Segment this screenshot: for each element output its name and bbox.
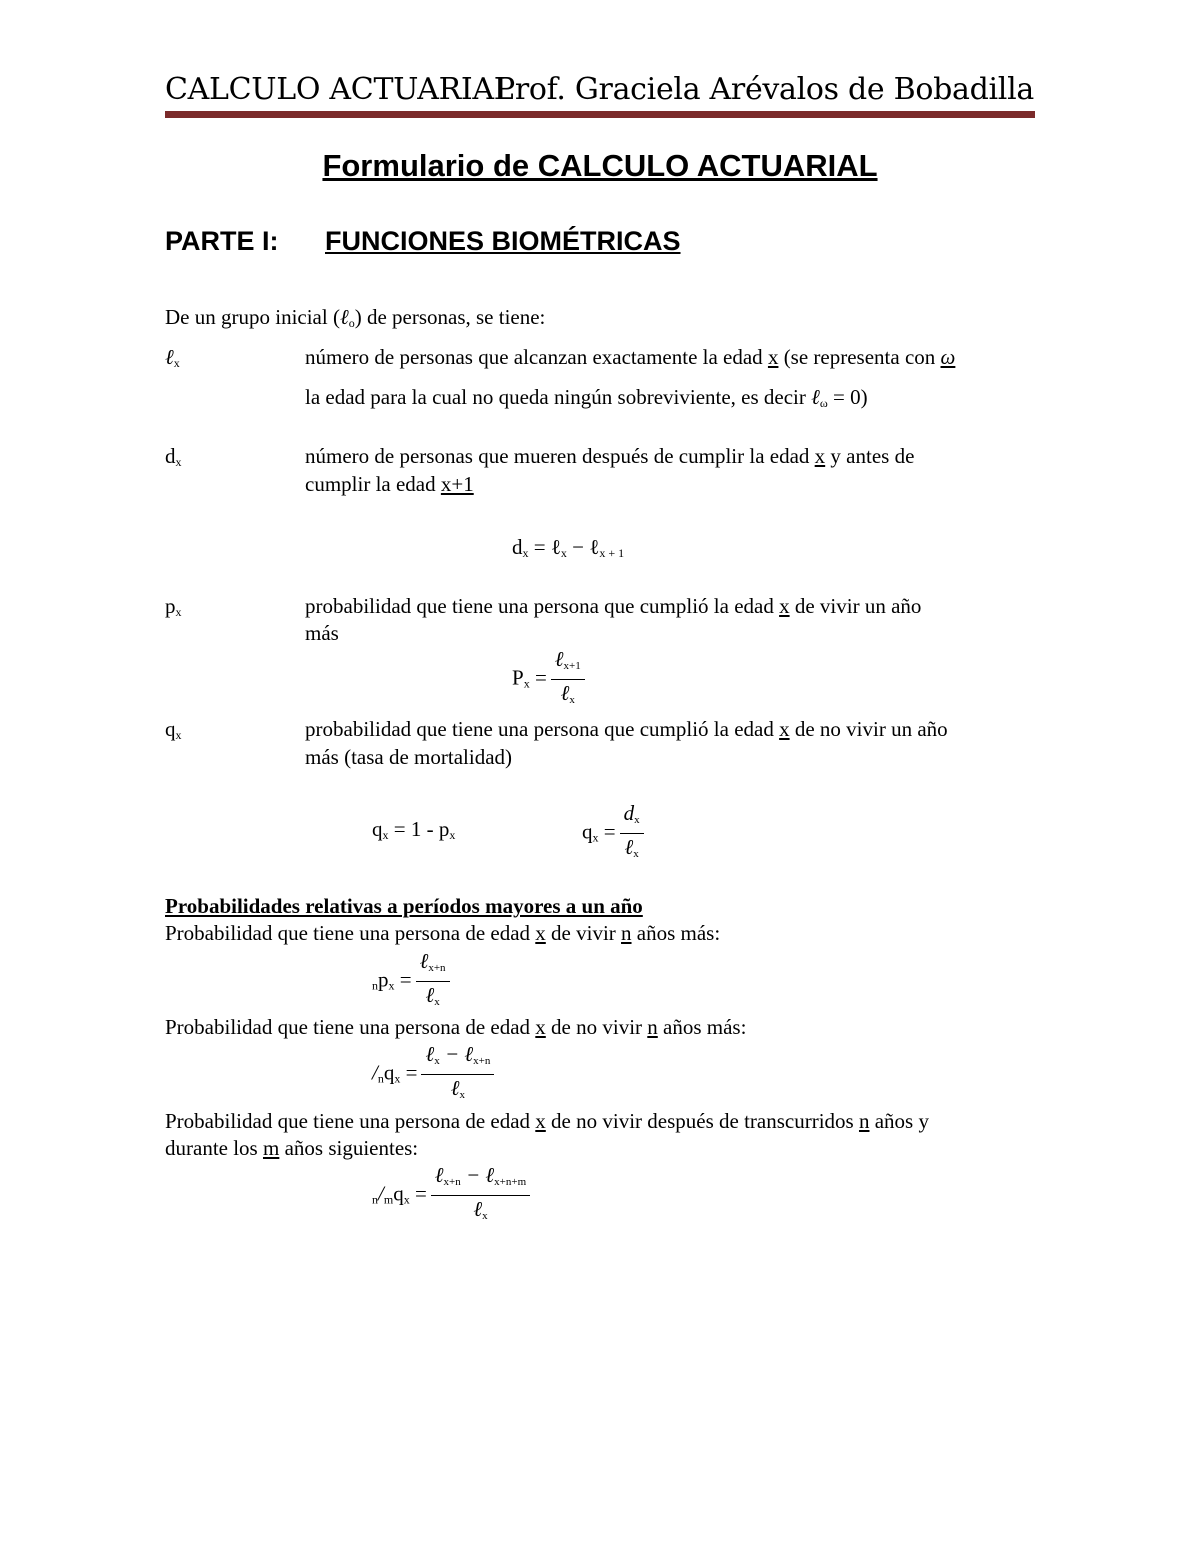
npx-num-sub: x+n xyxy=(428,962,446,974)
px-desc-a: probabilidad que tiene una persona que cumplió la edad xyxy=(305,594,780,618)
s2-p2-x: x xyxy=(535,1015,546,1039)
qx-sub: x xyxy=(175,728,182,742)
dx-desc-b: y antes de xyxy=(825,444,915,468)
qx-f1-lhs: q xyxy=(372,817,383,841)
px-f-eq: = xyxy=(529,665,547,690)
s2-p3-d: durante los xyxy=(165,1136,263,1160)
nmqx-lhs-sub: x xyxy=(403,1192,410,1207)
section2-p2 xyxy=(165,1015,746,1040)
px-sub: x xyxy=(175,605,182,619)
dx-f-rhs-sub: x + 1 xyxy=(599,546,625,560)
qx-symbol: q xyxy=(165,717,176,741)
nqx-num-op: − ℓ xyxy=(439,1042,474,1066)
qx-desc-b: de no vivir un año xyxy=(789,717,948,741)
nqx-pre-sub: n xyxy=(377,1071,384,1086)
s2-p3-n: n xyxy=(858,1109,870,1133)
px-numerator xyxy=(551,648,585,680)
lx-eq-tail: = 0) xyxy=(827,385,868,409)
px-desc-line2: más xyxy=(305,621,339,645)
px-den-symbol: ℓ xyxy=(560,681,570,705)
nmqx-numerator xyxy=(431,1164,530,1196)
dx-term xyxy=(165,444,182,470)
s2-p3-e: años siguientes: xyxy=(279,1136,419,1160)
qx-f1-lhs-sub: x xyxy=(382,828,389,842)
nqx-eq: = xyxy=(400,1060,418,1085)
npx-den-sub: x xyxy=(434,996,440,1008)
s2-p3-m: m xyxy=(262,1136,280,1160)
header-professor: Prof. Graciela Arévalos de Bobadilla xyxy=(494,72,1034,107)
qx-formula-2 xyxy=(582,802,644,865)
nqx-pre: / xyxy=(372,1060,378,1085)
lx-eq-sub: ω xyxy=(819,396,828,410)
lx-term xyxy=(165,345,180,371)
dx-f-rhs: − ℓ xyxy=(566,535,600,559)
qx-numerator xyxy=(620,802,644,834)
npx-formula xyxy=(372,950,450,1013)
lx-desc-line2 xyxy=(305,385,868,411)
nqx-numerator xyxy=(421,1043,494,1075)
npx-num-symbol: ℓ xyxy=(419,949,429,973)
px-f-lhs: P xyxy=(512,665,524,690)
nqx-lhs-sub: x xyxy=(394,1071,401,1086)
px-term xyxy=(165,594,182,620)
nqx-fraction xyxy=(421,1043,494,1106)
lx-desc-a: número de personas que alcanzan exactamente la edad xyxy=(305,345,768,369)
nmqx-den-symbol: ℓ xyxy=(473,1197,483,1221)
nqx-denominator xyxy=(447,1075,469,1106)
nmqx-formula xyxy=(372,1164,530,1227)
s2-p3-b: de no vivir después de transcurridos xyxy=(545,1109,859,1133)
dx-sub: x xyxy=(175,455,182,469)
qx-formula-1 xyxy=(372,817,455,843)
intro-symbol: ℓ xyxy=(339,305,349,329)
qx-desc-line2: más (tasa de mortalidad) xyxy=(305,745,513,769)
s2-p3-a: Probabilidad que tiene una persona de edad xyxy=(165,1109,536,1133)
s2-p2-c: años más: xyxy=(657,1015,747,1039)
qx-den-symbol: ℓ xyxy=(624,835,634,859)
npx-den-symbol: ℓ xyxy=(425,983,435,1007)
qx-num-sub: x xyxy=(634,814,640,826)
section2-p1 xyxy=(165,921,720,946)
nmqx-den-sub: x xyxy=(482,1210,488,1222)
px-fraction xyxy=(551,648,585,711)
qx-f2-lhs: q xyxy=(582,819,593,844)
qx-f2-lhs-sub: x xyxy=(592,830,599,845)
nmqx-num-a-sub: x+n xyxy=(443,1176,461,1188)
qx-term xyxy=(165,717,182,743)
dx-f-mid-sub: x xyxy=(560,546,567,560)
qx-f1-mid: = 1 - p xyxy=(388,817,450,841)
nmqx-pre-m: m xyxy=(383,1192,394,1207)
dx-formula xyxy=(512,535,624,561)
dx-desc-a: número de personas que mueren después de cumplir la edad xyxy=(305,444,815,468)
dx-desc-c: cumplir la edad xyxy=(305,472,441,496)
nqx-num-b-sub: x+n xyxy=(473,1055,491,1067)
qx-desc-line1 xyxy=(305,717,948,742)
s2-p1-c: años más: xyxy=(631,921,721,945)
px-formula xyxy=(512,648,585,711)
qx-x: x xyxy=(779,717,790,741)
intro-after: ) de personas, se tiene: xyxy=(354,305,546,329)
qx-denominator xyxy=(620,834,642,865)
npx-denominator xyxy=(421,982,443,1013)
s2-p1-n: n xyxy=(621,921,632,945)
px-x: x xyxy=(779,594,790,618)
npx-lhs-sub: x xyxy=(388,978,395,993)
s2-p3-c: años y xyxy=(869,1109,929,1133)
section2-heading: Probabilidades relativas a períodos mayores a un año xyxy=(165,894,643,918)
qx-den-sub: x xyxy=(633,848,639,860)
header-course-title: CALCULO ACTUARIAL xyxy=(165,72,514,107)
section2-p3-line2 xyxy=(165,1136,418,1161)
npx-lhs: p xyxy=(378,967,389,992)
npx-fraction xyxy=(416,950,450,1013)
px-symbol: p xyxy=(165,594,176,618)
dx-x1: x+1 xyxy=(440,472,474,496)
px-desc-line1 xyxy=(305,594,921,619)
npx-pre: n xyxy=(372,978,378,993)
npx-eq: = xyxy=(394,967,412,992)
intro-line xyxy=(165,305,545,331)
intro-symbol-sub: o xyxy=(348,316,355,330)
lx-omega: ω xyxy=(940,345,956,369)
px-denominator xyxy=(557,680,579,711)
nqx-formula xyxy=(372,1043,494,1106)
part-label: PARTE I: xyxy=(165,226,279,256)
s2-p1-a: Probabilidad que tiene una persona de edad xyxy=(165,921,536,945)
px-den-sub: x xyxy=(569,694,575,706)
dx-desc-line1 xyxy=(305,444,914,469)
npx-numerator xyxy=(416,950,450,982)
qx-f2-eq: = xyxy=(598,819,616,844)
lx-desc-line1 xyxy=(305,345,1045,370)
section2-p3-line1 xyxy=(165,1109,929,1134)
nmqx-num-b-sub: x+n+m xyxy=(494,1176,527,1188)
qx-num-symbol: d xyxy=(623,801,635,825)
nqx-num-a: ℓ xyxy=(425,1042,435,1066)
s2-p1-x: x xyxy=(535,921,546,945)
lx-desc-c: la edad para la cual no queda ningún sobreviviente, es decir xyxy=(305,385,812,409)
dx-desc-line2 xyxy=(305,472,474,497)
nqx-num-a-sub: x xyxy=(434,1055,440,1067)
nqx-lhs: q xyxy=(383,1060,395,1085)
nmqx-fraction xyxy=(431,1164,530,1227)
dx-x: x xyxy=(814,444,826,468)
dx-f-lhs-sub: x xyxy=(522,546,529,560)
dx-f-lhs: d xyxy=(512,535,523,559)
s2-p3-x: x xyxy=(535,1109,546,1133)
dx-f-mid: = ℓ xyxy=(528,535,561,559)
lx-symbol: ℓ xyxy=(165,345,174,369)
nmqx-denominator xyxy=(469,1196,491,1227)
px-num-sub: x+1 xyxy=(563,660,581,672)
header-rule xyxy=(165,111,1035,118)
nqx-den-symbol: ℓ xyxy=(450,1076,460,1100)
intro-before: De un grupo inicial ( xyxy=(165,305,340,329)
part-name: FUNCIONES BIOMÉTRICAS xyxy=(325,226,681,256)
s2-p2-n: n xyxy=(647,1015,658,1039)
nmqx-num-op: − ℓ xyxy=(460,1163,495,1187)
qx-desc-a: probabilidad que tiene una persona que cumplió la edad xyxy=(305,717,780,741)
s2-p1-b: de vivir xyxy=(545,921,622,945)
page-title: Formulario de CALCULO ACTUARIAL xyxy=(322,148,878,183)
nmqx-pre-n: n xyxy=(372,1192,378,1207)
s2-p2-a: Probabilidad que tiene una persona de edad xyxy=(165,1015,536,1039)
nmqx-num-a: ℓ xyxy=(434,1163,444,1187)
px-num-symbol: ℓ xyxy=(554,647,564,671)
nmqx-pre-slash: / xyxy=(378,1181,384,1206)
s2-p2-b: de no vivir xyxy=(545,1015,648,1039)
qx-fraction xyxy=(620,802,644,865)
nmqx-lhs: q xyxy=(393,1181,404,1206)
px-desc-b: de vivir un año xyxy=(789,594,922,618)
nqx-den-sub: x xyxy=(459,1089,465,1101)
lx-x: x xyxy=(767,345,779,369)
nmqx-eq: = xyxy=(409,1181,427,1206)
lx-desc-b: (se representa con xyxy=(778,345,941,369)
lx-sub: x xyxy=(173,356,180,370)
qx-f1-mid-sub: x xyxy=(449,828,456,842)
px-f-lhs-sub: x xyxy=(523,676,530,691)
lx-eq-symbol: ℓ xyxy=(811,385,820,409)
dx-symbol: d xyxy=(165,444,176,468)
